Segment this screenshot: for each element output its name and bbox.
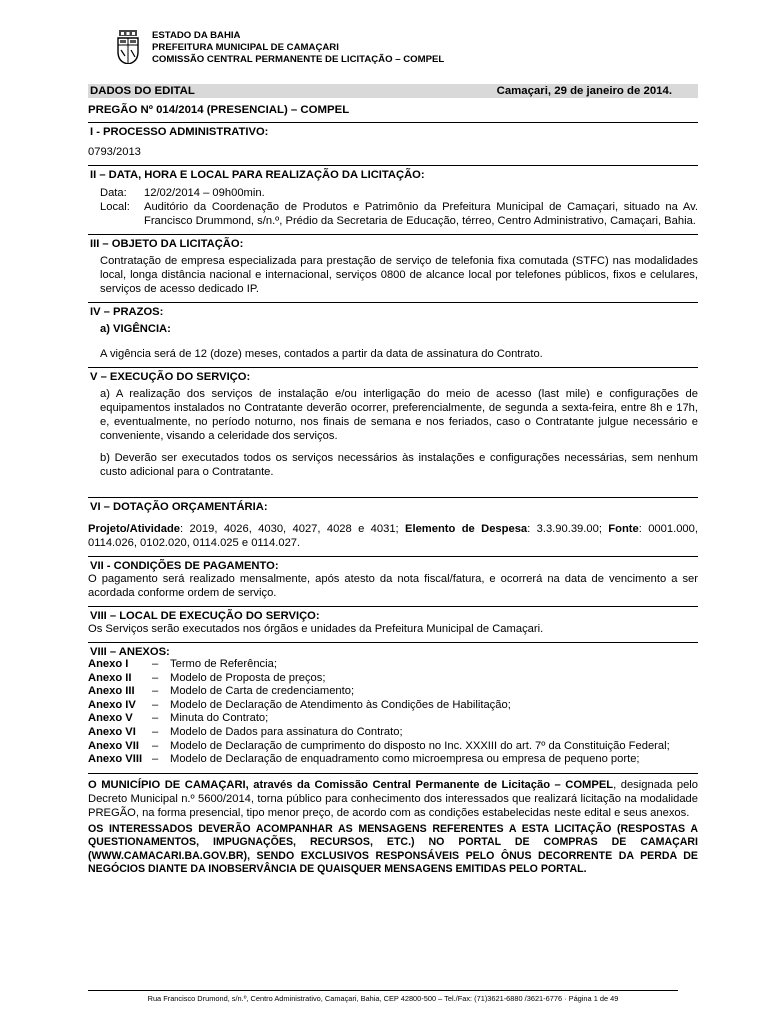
annex-dash: – bbox=[152, 685, 159, 698]
annex-dash: – bbox=[152, 739, 159, 752]
annex-dash: – bbox=[152, 698, 159, 711]
annex-row bbox=[88, 685, 698, 699]
date-label: Data: bbox=[100, 187, 127, 199]
section-heading-payment: VII - CONDIÇÕES DE PAGAMENTO: bbox=[88, 556, 698, 572]
letterhead-text bbox=[152, 30, 444, 66]
annex-description: Modelo de Carta de credenciamento; bbox=[170, 685, 355, 698]
local-label: Local: bbox=[100, 201, 130, 213]
payment-text: O pagamento será realizado mensalmente, após atesto da nota fiscal/fatura, e ocorrerá na data de vencimento a ser acordada conforme ordem de serviço. bbox=[88, 573, 698, 599]
annex-label: Anexo VI bbox=[88, 725, 136, 738]
annex-description: Modelo de Declaração de cumprimento do disposto no Inc. XXXIII do art. 7º da Constituição Federal; bbox=[170, 739, 670, 752]
section-heading-object: III – OBJETO DA LICITAÇÃO: bbox=[88, 234, 698, 251]
annex-row bbox=[88, 699, 698, 713]
expense-value: : 3.3.90.39.00; bbox=[527, 523, 609, 535]
annex-description: Modelo de Proposta de preços; bbox=[170, 671, 326, 684]
annex-label: Anexo III bbox=[88, 685, 135, 698]
annex-label: Anexo VIII bbox=[88, 753, 143, 766]
date-place-details bbox=[88, 186, 698, 228]
annex-row bbox=[88, 753, 698, 767]
annex-row bbox=[88, 740, 698, 754]
annex-dash: – bbox=[152, 671, 159, 684]
document-page bbox=[88, 26, 698, 876]
execution-item-b: b) Deverão ser executados todos os serviços necessários às instalações e configurações necessárias, sem nenhum custo adicional para o Contratante. bbox=[100, 452, 698, 478]
date-value: 12/02/2014 – 09h00min. bbox=[144, 187, 265, 199]
section-heading-annexes: VIII – ANEXOS: bbox=[88, 642, 698, 658]
annex-label: Anexo I bbox=[88, 658, 129, 670]
coat-of-arms-icon bbox=[116, 30, 140, 64]
execution-place-text: Os Serviços serão executados nos órgãos e unidades da Prefeitura Municipal de Camaçari. bbox=[88, 623, 544, 635]
budget-text bbox=[88, 522, 698, 550]
annex-label: Anexo II bbox=[88, 671, 132, 684]
annex-dash: – bbox=[152, 658, 159, 670]
object-text: Contratação de empresa especializada para prestação de serviço de telefonia fixa comutada (STFC) nas modalidades local, longa distância nacional e internacional, serviços 0800 de alcance local por telefones públicos, fixos e celulares, serviços de acesso dedicado IP. bbox=[100, 255, 698, 295]
closing-statement bbox=[88, 773, 698, 820]
banner-date: Camaçari, 29 de janeiro de 2014. bbox=[496, 85, 672, 97]
annex-description: Modelo de Declaração de enquadramento como microempresa ou empresa de pequeno porte; bbox=[170, 753, 640, 766]
section-heading-budget: VI – DOTAÇÃO ORÇAMENTÁRIA: bbox=[88, 497, 698, 514]
source-label: Fonte bbox=[608, 523, 639, 535]
document-title: PREGÃO Nº 014/2014 (PRESENCIAL) – COMPEL bbox=[88, 104, 350, 116]
edital-banner bbox=[88, 84, 698, 98]
header-state: ESTADO DA BAHIA bbox=[152, 30, 241, 41]
section-heading-date-place: II – DATA, HORA E LOCAL PARA REALIZAÇÃO DA LICITAÇÃO: bbox=[88, 165, 698, 182]
annex-row bbox=[88, 712, 698, 726]
section-heading-process: I - PROCESSO ADMINISTRATIVO: bbox=[88, 122, 698, 139]
banner-title: DADOS DO EDITAL bbox=[90, 85, 195, 97]
execution-item-a: a) A realização dos serviços de instalação e/ou interligação do meio de acesso (last mile) e configurações de equipamentos instalados no Contratante deverão ocorrer, preferencialmente, de segunda a sexta-feira, entre 8h e 17h, e, eventualmente, no período noturno, nos finais de semana e nos feriados, caso o Contratante julgue necessário e conveniente, visando a celeridade dos serviços. bbox=[100, 388, 698, 442]
local-value: Auditório da Coordenação de Produtos e Patrimônio da Prefeitura Municipal de Camaçari, situado na Av. Francisco Drummond, s/n.º, Prédio da Secretaria de Educação, térreo, Centro Administrativo, Camaçari, Bahia. bbox=[144, 201, 698, 227]
annex-label: Anexo V bbox=[88, 712, 133, 725]
annex-row bbox=[88, 726, 698, 740]
annex-label: Anexo IV bbox=[88, 698, 136, 711]
expense-label: Elemento de Despesa bbox=[405, 523, 528, 535]
closing-rest: , designada pelo Decreto Municipal n.º 5600/2014, torna público para conhecimento dos interessados que realizará licitação na modalidade PREGÃO, na forma presencial, tipo menor preço, de acordo com as condições estabelecidas neste edital e seus anexos. bbox=[88, 778, 698, 819]
annex-description: Modelo de Declaração de Atendimento às Condições de Habilitação; bbox=[170, 698, 511, 711]
project-label: Projeto/Atividade bbox=[88, 523, 181, 535]
section-heading-execution-place: VIII – LOCAL DE EXECUÇÃO DO SERVIÇO: bbox=[88, 606, 698, 622]
annex-dash: – bbox=[152, 725, 159, 738]
validity-text: A vigência será de 12 (doze) meses, contados a partir da data de assinatura do Contrato. bbox=[100, 348, 543, 360]
annex-description: Termo de Referência; bbox=[170, 658, 277, 670]
process-number: 0793/2013 bbox=[88, 146, 141, 158]
project-value: : 2019, 4026, 4030, 4027, 4028 e 4031; bbox=[180, 523, 406, 535]
annex-list bbox=[88, 658, 698, 767]
closing-lead: O MUNICÍPIO DE CAMAÇARI, através da Comissão Central Permanente de Licitação – COMPEL bbox=[88, 778, 614, 791]
annex-label: Anexo VII bbox=[88, 739, 139, 752]
annex-row bbox=[88, 658, 698, 672]
page-footer: Rua Francisco Drumond, s/n.º, Centro Administrativo, Camaçari, Bahia, CEP 42800-500 – Tel./Fax: (71)3621-6880 /3621-6776 · Página 1 de 49 bbox=[88, 990, 678, 1003]
annex-row bbox=[88, 672, 698, 686]
letterhead bbox=[88, 26, 698, 74]
section-heading-deadlines: IV – PRAZOS: bbox=[88, 302, 698, 319]
header-prefecture: PREFEITURA MUNICIPAL DE CAMAÇARI bbox=[152, 42, 339, 53]
annex-description: Modelo de Dados para assinatura do Contrato; bbox=[170, 725, 403, 738]
section-heading-execution: V – EXECUÇÃO DO SERVIÇO: bbox=[88, 367, 698, 384]
annex-dash: – bbox=[152, 753, 159, 766]
annex-dash: – bbox=[152, 712, 159, 725]
validity-subheading: a) VIGÊNCIA: bbox=[100, 323, 171, 335]
header-commission: COMISSÃO CENTRAL PERMANENTE DE LICITAÇÃO – COMPEL bbox=[152, 54, 445, 65]
portal-notice: OS INTERESSADOS DEVERÃO ACOMPANHAR AS MENSAGENS REFERENTES A ESTA LICITAÇÃO (RESPOSTAS A QUESTIONAMENTOS, IMPUGNAÇÕES, RECURSOS, ETC.) NO PORTAL DE COMPRAS DE CAMAÇARI (WWW.CAMACARI.BA.GOV.BR), SENDO EXCLUSIVOS RESPONSÁVEIS PELO ÔNUS DECORRENTE DA PERDA DE NEGÓCIOS DIANTE DA INOBSERVÂNCIA DE QUAISQUER MENSAGENS EMITIDAS PELO PORTAL. bbox=[88, 822, 698, 875]
source-value: : 0001.000, 0114.026, 0102.020, 0114.025 e 0114.027. bbox=[88, 523, 698, 549]
annex-description: Minuta do Contrato; bbox=[170, 712, 269, 725]
